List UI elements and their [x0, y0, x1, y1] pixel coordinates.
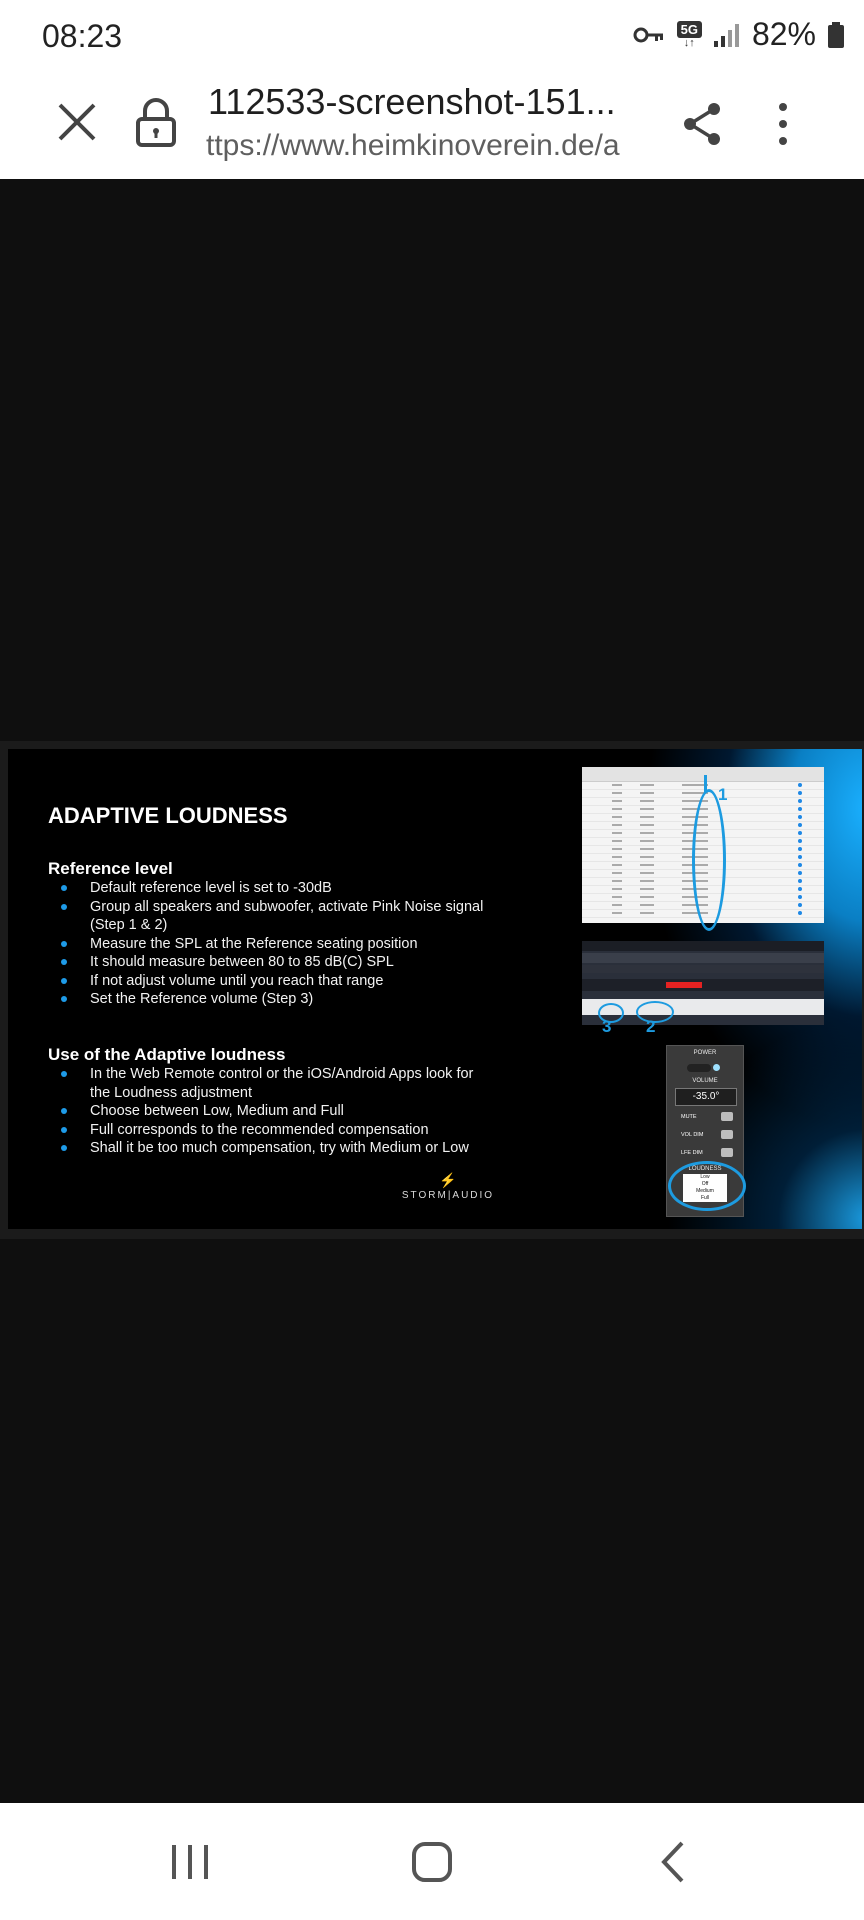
adaptive-loudness-bullets	[48, 1065, 488, 1158]
list-item: Group all speakers and subwoofer, activate Pink Noise signal (Step 1 & 2)	[48, 898, 488, 935]
battery-percentage: 82%	[751, 16, 816, 52]
lfe-dim-label: LFE DIM	[681, 1150, 703, 1156]
section-heading-reference-level: Reference level	[48, 859, 173, 878]
list-item: If not adjust volume until you reach that range	[48, 972, 488, 991]
step-number-3: 3	[602, 1017, 612, 1036]
list-item: In the Web Remote control or the iOS/Android Apps look for the Loudness adjustment	[48, 1065, 488, 1102]
list-item: Measure the SPL at the Reference seating position	[48, 935, 488, 954]
mute-row	[681, 1112, 733, 1122]
lock-icon[interactable]	[134, 97, 178, 147]
vol-dim-label: VOL DIM	[681, 1132, 704, 1138]
network-type: 5G	[677, 21, 702, 38]
more-options-icon[interactable]	[770, 101, 796, 147]
key-icon	[633, 25, 665, 45]
loudness-option: Medium	[696, 1188, 714, 1194]
system-navigation-bar	[0, 1803, 864, 1920]
network-5g-icon	[677, 21, 702, 49]
power-led-icon	[713, 1064, 720, 1071]
page-url[interactable]: ttps://www.heimkinoverein.de/a	[206, 129, 620, 162]
power-toggle	[687, 1064, 711, 1072]
close-icon[interactable]	[52, 97, 102, 147]
lfe-dim-row	[681, 1148, 733, 1158]
callout-oval-loudness	[668, 1161, 746, 1211]
presentation-slide	[8, 749, 862, 1229]
data-arrows-icon: ↓↑	[683, 36, 695, 49]
home-icon[interactable]	[402, 1837, 462, 1887]
volume-value: -35.0°	[675, 1088, 737, 1106]
power-label: POWER	[693, 1050, 717, 1056]
slide-title: ADAPTIVE LOUDNESS	[48, 803, 288, 828]
step-number-2: 2	[646, 1017, 656, 1036]
section-heading-adaptive-loudness: Use of the Adaptive loudness	[48, 1045, 286, 1064]
signal-icon	[714, 23, 740, 47]
custom-tab-toolbar	[0, 75, 864, 179]
list-item: Default reference level is set to -30dB	[48, 879, 488, 898]
battery-icon	[828, 22, 844, 48]
callout-oval-step-1	[692, 789, 726, 931]
loudness-option: Off	[701, 1181, 709, 1187]
back-icon[interactable]	[644, 1837, 704, 1887]
loudness-option: Low	[700, 1174, 710, 1180]
logo-text: STORM|AUDIO	[401, 1190, 495, 1201]
list-item: Choose between Low, Medium and Full	[48, 1102, 488, 1121]
share-icon[interactable]	[682, 101, 722, 147]
status-icons	[633, 16, 844, 53]
step-number-1: 1	[718, 785, 728, 804]
reference-level-bullets	[48, 879, 488, 1009]
storm-audio-logo	[388, 1173, 508, 1201]
list-item: Set the Reference volume (Step 3)	[48, 990, 488, 1009]
list-item: Shall it be too much compensation, try with Medium or Low	[48, 1139, 488, 1158]
slide-image-frame	[0, 741, 864, 1239]
vol-dim-row	[681, 1130, 733, 1140]
loudness-option: Full	[700, 1195, 710, 1201]
list-item: It should measure between 80 to 85 dB(C) SPL	[48, 953, 488, 972]
status-time: 08:23	[42, 18, 123, 54]
loudness-label: LOUDNESS	[688, 1166, 722, 1172]
volume-label: VOLUME	[692, 1078, 718, 1084]
page-title[interactable]: 112533-screenshot-151...	[208, 81, 616, 122]
mute-label: MUTE	[681, 1114, 697, 1120]
recent-apps-icon[interactable]	[160, 1837, 220, 1887]
lightning-bolt-icon: ⚡	[439, 1172, 457, 1188]
image-viewer[interactable]	[0, 179, 864, 1803]
list-item: Full corresponds to the recommended compensation	[48, 1121, 488, 1140]
status-bar	[0, 0, 864, 75]
